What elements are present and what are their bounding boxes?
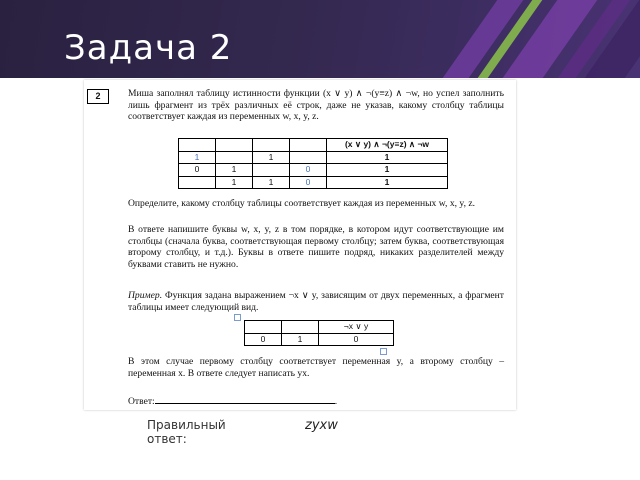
table-header-row — [245, 321, 394, 334]
task-intro-text: Миша заполнял таблицу истинности функции (x ∨ y) ∧ ¬(y≡z) ∧ ¬w, но успел заполнить лишь фрагмент из трёх различных её строк, даже не указав, какому столбцу таблицы соответствует каждая из переменных w, x, y, z. — [128, 88, 504, 123]
table-cell: 1 — [253, 176, 290, 189]
table-cell: 0 — [290, 176, 327, 189]
resize-handle — [380, 348, 387, 355]
resize-handle — [234, 314, 241, 321]
table-cell: 1 — [327, 176, 448, 189]
answer-prefix: Ответ: — [128, 396, 155, 407]
task-document-image — [84, 80, 516, 410]
table-cell: 1 — [327, 164, 448, 177]
table-cell: 0 — [319, 333, 394, 346]
table-function-header: ¬x ∨ y — [319, 321, 394, 334]
table-cell — [253, 139, 290, 152]
table-cell: 1 — [327, 151, 448, 164]
table-cell — [282, 321, 319, 334]
table-cell: 0 — [179, 164, 216, 177]
table-cell: 1 — [253, 151, 290, 164]
truth-table-fragment — [178, 138, 448, 189]
example-text: Функция задана выражением ¬x ∨ y, зависящим от двух переменных, а фрагмент таблицы имеет следующий вид. — [128, 290, 504, 313]
example-table — [244, 320, 394, 346]
table-cell: 0 — [290, 164, 327, 177]
table-cell — [253, 164, 290, 177]
table-header-row — [179, 139, 448, 152]
task-instruction-text: В ответе напишите буквы w, x, y, z в том порядке, в котором идут соответствующие им столбцы (сначала буква, соответствующая первому столбцу; затем буква, соответствующая второму столбцу, и т.д.). Буквы в ответе пишите подряд, никаких разделителей между буквами ставить не нужно. — [128, 224, 504, 270]
table-row — [179, 176, 448, 189]
example-conclusion-text: В этом случае первому столбцу соответствует переменная y, а второму столбцу – переменная x. В ответе следует написать yx. — [128, 356, 504, 379]
table-row — [245, 333, 394, 346]
slide-title: Задача 2 — [64, 28, 233, 68]
table-cell: 1 — [179, 151, 216, 164]
table-cell — [245, 321, 282, 334]
correct-answer-label: Правильный ответ: — [147, 418, 226, 446]
table-cell — [179, 139, 216, 152]
table-cell — [216, 151, 253, 164]
example-label: Пример. — [128, 290, 163, 301]
task-number-badge: 2 — [87, 89, 109, 104]
table-cell: 1 — [216, 176, 253, 189]
table-cell: 0 — [245, 333, 282, 346]
table-row — [179, 164, 448, 177]
table-cell — [179, 176, 216, 189]
table-cell — [290, 151, 327, 164]
table-cell: 1 — [282, 333, 319, 346]
answer-line-row: Ответ: . — [128, 396, 338, 407]
correct-answer-value: zyxw — [305, 418, 338, 433]
table-cell — [216, 139, 253, 152]
table-cell — [290, 139, 327, 152]
table-row — [179, 151, 448, 164]
task-question-text: Определите, какому столбцу таблицы соответствует каждая из переменных w, x, y, z. — [128, 198, 476, 209]
answer-blank-line — [155, 394, 335, 404]
table-cell: 1 — [216, 164, 253, 177]
table-function-header: (x ∨ y) ∧ ¬(y≡z) ∧ ¬w — [327, 139, 448, 152]
example-paragraph — [128, 290, 504, 313]
